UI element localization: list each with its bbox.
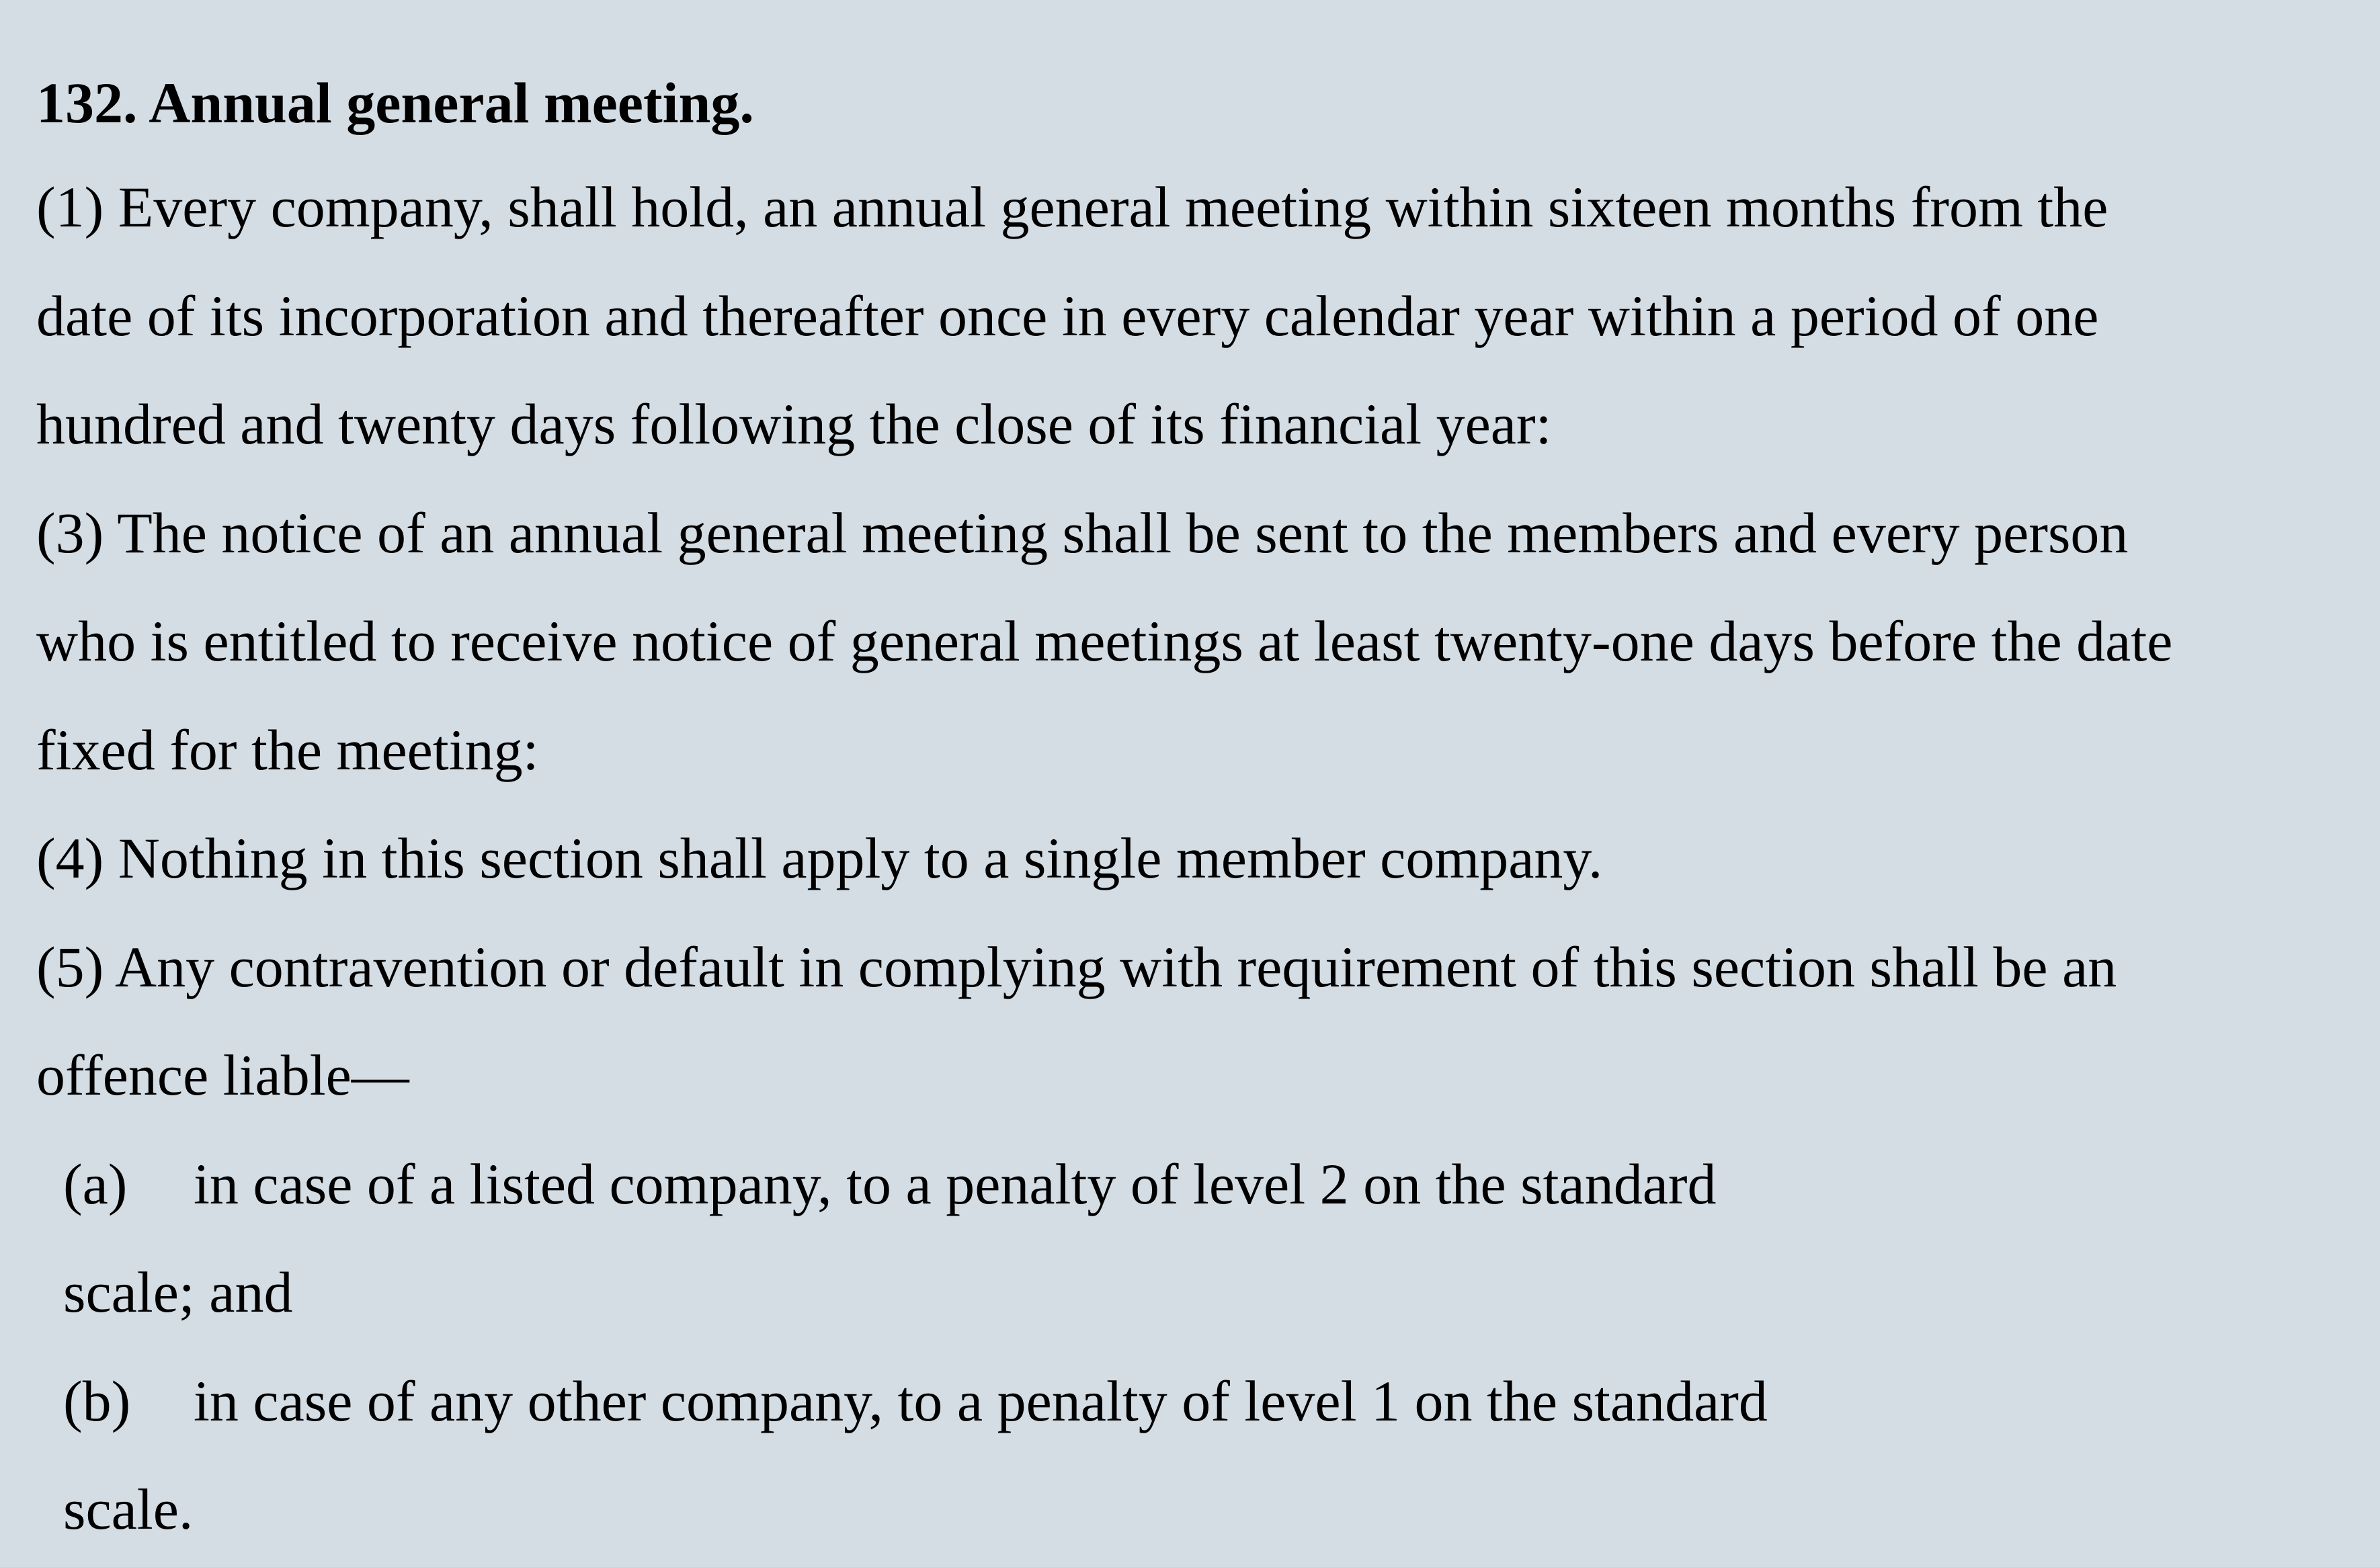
- subsection-5-line: (5) Any contravention or default in complying with requirement of this section shall be an: [36, 934, 2117, 999]
- clause-continuation: scale.: [63, 1477, 194, 1541]
- clause-continuation: scale; and: [63, 1260, 293, 1324]
- subsection-5-line: offence liable—: [36, 1043, 409, 1107]
- subsection-3-line: who is entitled to receive notice of general meetings at least twenty-one days before the date: [36, 609, 2173, 673]
- clause-label: (b): [63, 1368, 131, 1433]
- clause-text: in case of a listed company, to a penalty of level 2 on the standard: [194, 1151, 1717, 1216]
- document-body: [36, 52, 2362, 1564]
- subsection-1-line: date of its incorporation and thereafter once in every calendar year within a period of one: [36, 283, 2099, 348]
- clause-text: in case of any other company, to a penalty of level 1 on the standard: [194, 1368, 1768, 1433]
- clause-a: [36, 1130, 2362, 1347]
- clause-b: [36, 1347, 2362, 1564]
- subsection-3-line: fixed for the meeting:: [36, 717, 539, 782]
- subsection-4-line: (4) Nothing in this section shall apply to a single member company.: [36, 826, 1603, 890]
- subsection-3-line: (3) The notice of an annual general meeting shall be sent to the members and every person: [36, 500, 2129, 565]
- subsection-4: [36, 804, 2362, 913]
- clause-label: (a): [63, 1151, 128, 1216]
- subsection-1-line: hundred and twenty days following the close of its financial year:: [36, 392, 1552, 456]
- subsection-3: [36, 479, 2362, 805]
- section-title: 132. Annual general meeting.: [36, 71, 754, 135]
- subsection-1-line: (1) Every company, shall hold, an annual general meeting within sixteen months from the: [36, 175, 2108, 239]
- subsection-1: [36, 153, 2362, 479]
- subsection-5: [36, 913, 2362, 1564]
